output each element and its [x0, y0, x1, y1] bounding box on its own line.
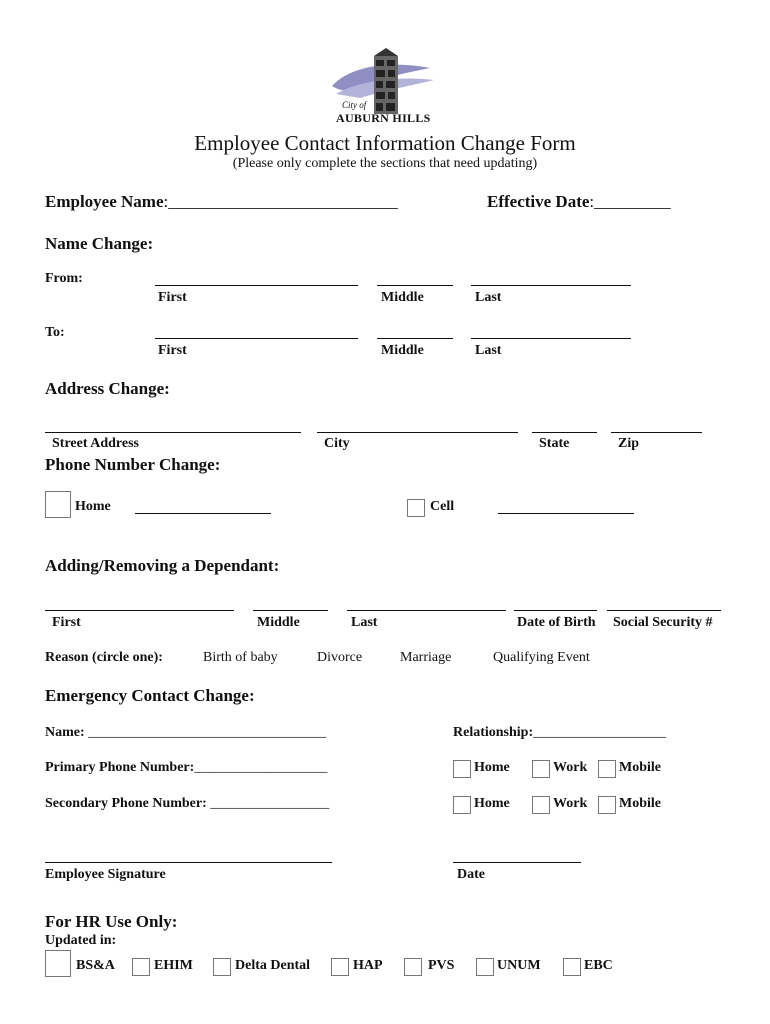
relationship-label: Relationship:: [453, 725, 534, 740]
phone-change-heading: Phone Number Change:: [45, 455, 221, 474]
dependant-first-field[interactable]: [45, 610, 234, 611]
from-middle-field[interactable]: [377, 285, 453, 286]
from-first-label: First: [158, 290, 187, 305]
delta-dental-label: Delta Dental: [235, 958, 311, 973]
from-last-label: Last: [475, 290, 502, 305]
primary-phone-label: Primary Phone Number:: [45, 760, 195, 775]
primary-phone-row[interactable]: [45, 760, 327, 776]
delta-dental-checkbox[interactable]: [213, 958, 231, 976]
dependant-middle-field[interactable]: [253, 610, 328, 611]
secondary-home-checkbox[interactable]: [453, 796, 471, 814]
to-label: To:: [45, 325, 65, 340]
bsa-checkbox[interactable]: [45, 950, 71, 977]
effective-date-row[interactable]: [487, 192, 671, 212]
reason-qualifying-event[interactable]: Qualifying Event: [493, 650, 590, 665]
secondary-phone-row[interactable]: [45, 796, 329, 812]
to-first-label: First: [158, 343, 187, 358]
secondary-mobile-label: Mobile: [619, 796, 661, 811]
emergency-heading: Emergency Contact Change:: [45, 686, 255, 705]
address-change-heading: Address Change:: [45, 379, 170, 398]
home-phone-label: Home: [75, 499, 111, 514]
dependant-ssn-field[interactable]: [607, 610, 721, 611]
emergency-name-blank[interactable]: __________________________________: [84, 725, 327, 740]
state-field[interactable]: [532, 432, 597, 433]
secondary-work-label: Work: [553, 796, 588, 811]
cell-phone-label: Cell: [430, 499, 455, 514]
employee-name-label: Employee Name: [45, 192, 164, 211]
secondary-work-checkbox[interactable]: [532, 796, 550, 814]
city-label: City: [324, 436, 350, 451]
dependant-heading: Adding/Removing a Dependant:: [45, 556, 280, 575]
from-last-field[interactable]: [471, 285, 631, 286]
secondary-home-label: Home: [474, 796, 510, 811]
hr-heading: For HR Use Only:: [45, 912, 178, 931]
to-last-label: Last: [475, 343, 502, 358]
effective-date-label: Effective Date: [487, 192, 590, 211]
reason-marriage[interactable]: Marriage: [400, 650, 452, 665]
employee-name-row[interactable]: [45, 192, 398, 212]
zip-field[interactable]: [611, 432, 702, 433]
primary-work-checkbox[interactable]: [532, 760, 550, 778]
unum-label: UNUM: [497, 958, 541, 973]
cell-phone-field[interactable]: [498, 513, 634, 514]
dependant-middle-label: Middle: [257, 615, 300, 630]
hap-label: HAP: [353, 958, 383, 973]
unum-checkbox[interactable]: [476, 958, 494, 976]
primary-work-label: Work: [553, 760, 588, 775]
to-last-field[interactable]: [471, 338, 631, 339]
pvs-checkbox[interactable]: [404, 958, 422, 976]
dependant-ssn-label: Social Security #: [613, 615, 713, 630]
primary-home-checkbox[interactable]: [453, 760, 471, 778]
name-change-heading: Name Change:: [45, 234, 154, 253]
bsa-label: BS&A: [76, 958, 115, 973]
signature-date-label: Date: [457, 867, 485, 882]
street-address-label: Street Address: [52, 436, 139, 451]
hap-checkbox[interactable]: [331, 958, 349, 976]
reason-label: Reason (circle one):: [45, 650, 163, 665]
ebc-label: EBC: [584, 958, 613, 973]
dependant-last-label: Last: [351, 615, 378, 630]
city-field[interactable]: [317, 432, 518, 433]
home-phone-checkbox[interactable]: [45, 491, 71, 518]
secondary-phone-blank[interactable]: _________________: [206, 796, 330, 811]
from-label: From:: [45, 271, 83, 286]
from-first-field[interactable]: [155, 285, 358, 286]
relationship-blank[interactable]: ___________________: [533, 725, 667, 740]
logo-city-of: City of: [342, 100, 367, 110]
emergency-name-label: Name:: [45, 725, 85, 740]
employee-signature-label: Employee Signature: [45, 867, 166, 882]
reason-divorce[interactable]: Divorce: [317, 650, 363, 665]
cell-phone-checkbox[interactable]: [407, 499, 425, 517]
primary-mobile-label: Mobile: [619, 760, 661, 775]
form-subtitle: (Please only complete the sections that need updating): [232, 156, 538, 171]
primary-home-label: Home: [474, 760, 510, 775]
dependant-dob-label: Date of Birth: [517, 615, 596, 630]
relationship-row[interactable]: [453, 725, 666, 741]
updated-in-label: Updated in:: [45, 933, 117, 948]
to-middle-field[interactable]: [377, 338, 453, 339]
secondary-phone-label: Secondary Phone Number:: [45, 796, 207, 811]
employee-name-blank[interactable]: :___________________________: [163, 192, 398, 211]
secondary-mobile-checkbox[interactable]: [598, 796, 616, 814]
signature-date-field[interactable]: [453, 862, 581, 863]
logo-city-name: AUBURN HILLS: [336, 111, 431, 125]
form-title: Employee Contact Information Change Form: [194, 131, 576, 155]
street-address-field[interactable]: [45, 432, 301, 433]
to-middle-label: Middle: [381, 343, 424, 358]
ehim-label: EHIM: [154, 958, 193, 973]
dependant-first-label: First: [52, 615, 81, 630]
primary-phone-blank[interactable]: ___________________: [194, 760, 328, 775]
effective-date-blank[interactable]: :_________: [589, 192, 671, 211]
dependant-last-field[interactable]: [347, 610, 506, 611]
state-label: State: [539, 436, 570, 451]
employee-signature-field[interactable]: [45, 862, 332, 863]
ehim-checkbox[interactable]: [132, 958, 150, 976]
pvs-label: PVS: [428, 958, 455, 973]
ebc-checkbox[interactable]: [563, 958, 581, 976]
to-first-field[interactable]: [155, 338, 358, 339]
city-logo: [330, 46, 440, 128]
dependant-dob-field[interactable]: [514, 610, 597, 611]
emergency-name-row[interactable]: [45, 725, 326, 741]
reason-birth-of-baby[interactable]: Birth of baby: [203, 650, 278, 665]
primary-mobile-checkbox[interactable]: [598, 760, 616, 778]
from-middle-label: Middle: [381, 290, 424, 305]
home-phone-field[interactable]: [135, 513, 271, 514]
zip-label: Zip: [618, 436, 640, 451]
